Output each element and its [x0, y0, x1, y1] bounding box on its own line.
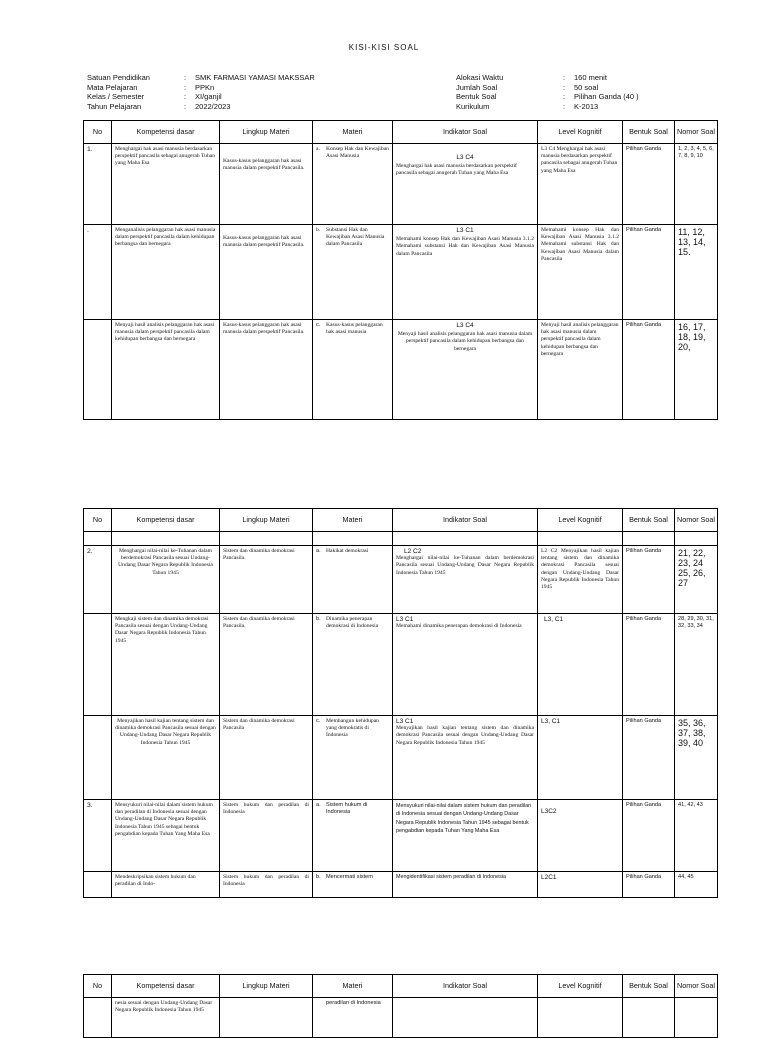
cell-no: 2. — [84, 546, 112, 614]
header-kompetensi: Kompetensi dasar — [112, 121, 220, 144]
meta-value: 2022/2023 — [195, 101, 231, 111]
table-row: Menyajikan hasil kajian tentang sistem dan dinamika demokrasi Pancasila sesuai dengan Undang-Undang Dasar Negara Republik Indonesia Tahun 1945 Sistem dan dinamika demokrasi Pancasila c. Membangun kehidupan yang demokratis di Indonesia L3 C1 Menyajikan hasil kajian tentang sistem dan dinamika demokrasi Pancasila sesuai dengan Undang-Undang Dasar Negara Republik Indonesia Tahun 1945 L3, C1 Pilihan Ganda 35, 36, 37, 38, 39, 40 — [84, 716, 718, 800]
table-row: Menyaji hasil analisis pelanggaran hak asasi manusia dalam perspektif pancasila dalam kehidupan berbangsa dan bernegara Kasus-kasus pelanggaran hak asasi manusia dalam perspektif Pancasila. c. Kasus-kasus pelanggaran hak asasi manusia L3 C4 Menyaji hasil analisis pelanggaran hak asasi manusia dalam perspektif pancasila dalam kehidupan berbangsa dan bernegara Menyaji hasil analisis pelanggaran hak asasi manusia dalam perspektif pancasila dalam kehidupan berbangsa dan bernegara Pilihan Ganda 16, 17, 18, 19, 20, — [84, 320, 718, 420]
table-row: Mengkaji sistem dan dinamika demokrasi Pancasila sesuai dengan Undang-Undang Dasar Negara Republik Indonesia Tahun 1945 Sistem dan dinamika demokrasi Pancasila. b. Dinamika penerapan demokrasi di Indonesia L3 C1 Memahami dinamika penerapan demokrasi di Indonesia L3, C1 Pilihan Ganda 28, 29, 30, 31, 32, 33, 34 — [84, 614, 718, 716]
kisi-table-2 — [83, 508, 718, 898]
cell-ind-level: L3 C4 — [456, 322, 474, 329]
cell-kd: Mendeskripsikan sistem hukum dan peradilan di Indo- — [112, 872, 220, 898]
cell-level: L2C1 — [538, 872, 623, 898]
cell-nomor: 41, 42, 43 — [675, 800, 718, 872]
header-bentuk: Bentuk Soal — [623, 509, 675, 532]
cell-no — [84, 614, 112, 716]
cell-indikator: Menghargai hak asasi manusia berdasarkan perspektif pancasila sebagai anugerah Tuhan yang Maha Esa — [396, 163, 517, 177]
cell-materi: Mencermati sistem — [326, 874, 373, 880]
meta-value: XI/ganjil — [195, 92, 222, 101]
kisi-table-3 — [83, 974, 718, 1038]
cell-bentuk: Pilihan Ganda — [623, 320, 675, 420]
cell-kd: Menganalisis pelanggaran hak asasi manusia dalam perspektif pancasila dalam kehidupan berbangsa dan bernegara — [112, 225, 220, 320]
meta-value: Pilihan Ganda (40 ) — [574, 92, 639, 101]
header-indikator: Indikator Soal — [393, 509, 538, 532]
cell-kd: Menghargai nilai-nilai ke-Tuhanan dalam berdemokrasi Pancasila sesuai Undang-Undang Dasar Negara Republik Indonesia Tahun 1945 — [112, 546, 220, 614]
cell-indikator: Memahami dinamika penerapan demokrasi di Indonesia — [396, 623, 522, 630]
meta-value: SMK FARMASI YAMASI MAKSSAR — [195, 73, 315, 82]
meta-label: Alokasi Waktu — [456, 73, 504, 82]
cell-lingkup: Sistem dan dinamika demokrasi Pancasila — [220, 716, 313, 800]
table-header-row — [84, 121, 718, 144]
cell-indikator: Menghargai nilai-nilai ke-Tuhanan dalam berdemokrasi Pancasila sesuai Undang-Undang Dasar Negara Republik Indonesia Tahun 1945 — [396, 555, 534, 576]
meta-label: Jumlah Soal — [456, 82, 498, 92]
table-row: 2. Menghargai nilai-nilai ke-Tuhanan dalam berdemokrasi Pancasila sesuai Undang-Undang Dasar Negara Republik Indonesia Tahun 1945 Sistem dan dinamika demokrasi Pancasila. a. Hakikat demokrasi L2 C2 Menghargai nilai-nilai ke-Tuhanan dalam berdemokrasi Pancasila sesuai Undang-Undang Dasar Negara Republik Indonesia Tahun 1945 L2 C2 Menyajikan hasil kajian tentang sistem dan dinamika demokrasi Pancasila sesuai dengan Undang-Undang Dasar Negara Republik Indonesia Tahun 1945 Pilihan Ganda 21, 22, 23, 24 25, 26, 27 — [84, 546, 718, 614]
header-lingkup: Lingkup Materi — [220, 121, 313, 144]
header-materi: Materi — [313, 509, 393, 532]
cell-indikator: Menyaji hasil analisis pelanggaran hak asasi manusia dalam perspektif pancasila dalam kehidupan berbangsa dan bernegara — [397, 331, 533, 352]
table-row: . Menganalisis pelanggaran hak asasi manusia dalam perspektif pancasila dalam kehidupan berbangsa dan bernegara Kasus-kasus pelanggaran hak asasi manusia dalam perspektif Pancasila. b. Substansi Hak dan Kewajiban Asasi Manusia dalam Pancasila L3 C1 Memahami konsep Hak dan Kewajiban Asasi Manusia 3.1.2 Memahami substansi Hak dan Kewajiban Asasi Manusia dalam Pancasila Memahami konsep Hak dan Kewajiban Asasi Manusia 3.1.2 Memahami substansi Hak dan Kewajiban Asasi Manusia dalam Pancasila Pilihan Ganda 11, 12, 13, 14, 15. — [84, 225, 718, 320]
cell-ind-level: L3 C1 — [456, 227, 474, 234]
table-row — [84, 998, 718, 1038]
cell-kd: Mengkaji sistem dan dinamika demokrasi Pancasila sesuai dengan Undang-Undang Dasar Negara Republik Indonesia Tahun 1945 — [112, 614, 220, 716]
cell-lingkup: Kasus-kasus pelanggaran hak asasi manusia dalam perspektif Pancasila. — [220, 144, 313, 225]
cell-no — [84, 716, 112, 800]
cell-materi: Kasus-kasus pelanggaran hak asasi manusia — [326, 322, 383, 336]
kisi-table-1 — [83, 120, 718, 420]
table-header-row — [84, 975, 718, 998]
cell-bentuk: Pilihan Ganda — [623, 614, 675, 716]
header-no: No — [84, 509, 112, 532]
cell-indikator: Menyajikan hasil kajian tentang sistem dan dinamika demokrasi Pancasila sesuai dengan Undang-Undang Dasar Negara Republik Indonesia Tahun 1945 — [396, 725, 534, 746]
header-level: Level Kognitif — [538, 509, 623, 532]
cell-ind-level: L3 C1 — [396, 718, 414, 725]
cell-kd: Mensyukuri nilai-nilai dalam sistem hukum dan peradilan di Indonesia sesuai dengan Undang-Undang Dasar Negara Republik Indonesia Tahun 1945 sebagai bentuk pengabdian kepada Tuhan Yang Maha Esa — [112, 800, 220, 872]
cell-materi: peradilan di Indonesia — [313, 998, 393, 1038]
cell-materi: Sistem hukum di Indonesia — [326, 802, 368, 816]
meta-label: Mata Pelajaran — [87, 82, 138, 92]
header-indikator: Indikator Soal — [393, 975, 538, 998]
meta-label: Bentuk Soal — [456, 92, 497, 101]
cell-lingkup: Sistem dan dinamika demokrasi Pancasila. — [220, 546, 313, 614]
cell-level: Menyaji hasil analisis pelanggaran hak asasi manusia dalam perspektif pancasila dalam kehidupan berbangsa dan bernegara — [538, 320, 623, 420]
header-materi: Materi — [313, 121, 393, 144]
meta-label: Kurikulum — [456, 101, 490, 111]
header-no: No — [84, 975, 112, 998]
cell-bentuk: Pilihan Ganda — [623, 872, 675, 898]
cell-lingkup: Kasus-kasus pelanggaran hak asasi manusia dalam perspektif Pancasila. — [220, 320, 313, 420]
header-bentuk: Bentuk Soal — [623, 975, 675, 998]
cell-bentuk: Pilihan Ganda — [623, 716, 675, 800]
cell-no — [84, 872, 112, 898]
cell-lingkup: Sistem hukum dan peradilan di Indonesia — [220, 872, 313, 898]
cell-no — [84, 320, 112, 420]
cell-lingkup: Kasus-kasus pelanggaran hak asasi manusia dalam perspektif Pancasila. — [220, 225, 313, 320]
meta-value: K-2013 — [574, 101, 599, 111]
cell-materi: Membangun kehidupan yang demokratis di Indonesia — [326, 718, 379, 739]
table-header-row — [84, 509, 718, 532]
cell-materi: Hakikat demokrasi — [326, 548, 369, 554]
meta-value: 160 menit — [574, 73, 607, 82]
header-lingkup: Lingkup Materi — [220, 509, 313, 532]
header-no: No — [84, 121, 112, 144]
meta-left: Satuan Pendidikan : SMK FARMASI YAMASI MAKSSAR Mata Pelajaran : PPKn Kelas / Semester : XI/ganjil Tahun Pelajaran : 2022/2023 — [87, 73, 315, 111]
header-kompetensi: Kompetensi dasar — [112, 509, 220, 532]
cell-kd: Menyaji hasil analisis pelanggaran hak asasi manusia dalam perspektif pancasila dalam kehidupan berbangsa dan bernegara — [112, 320, 220, 420]
cell-bentuk: Pilihan Ganda — [623, 144, 675, 225]
cell-level: Memahami konsep Hak dan Kewajiban Asasi Manusia 3.1.2 Memahami substansi Hak dan Kewajiban Asasi Manusia dalam Pancasila — [538, 225, 623, 320]
cell-level: L3, C1 — [538, 716, 623, 800]
header-kompetensi: Kompetensi dasar — [112, 975, 220, 998]
cell-bentuk: Pilihan Ganda — [623, 546, 675, 614]
cell-lingkup: Sistem dan dinamika demokrasi Pancasila. — [220, 614, 313, 716]
cell-ind-level: L2 C2 — [404, 548, 422, 555]
meta-label: Satuan Pendidikan — [87, 73, 150, 82]
cell-kd: Menyajikan hasil kajian tentang sistem dan dinamika demokrasi Pancasila sesuai dengan Undang-Undang Dasar Negara Republik Indonesia Tahun 1945 — [112, 716, 220, 800]
header-level: Level Kognitif — [538, 121, 623, 144]
header-nomor: Nomor Soal — [675, 509, 718, 532]
table-spacer-row — [84, 532, 718, 546]
meta-right: Alokasi Waktu : 160 menit Jumlah Soal : 50 soal Bentuk Soal : Pilihan Ganda (40 ) Kurikulum : K-2013 — [456, 73, 639, 111]
cell-level: L3 C4 Menghargai hak asasi manusia berdasarkan perspektif pancasila sebagai anugerah Tuhan yang Maha Esa — [538, 144, 623, 225]
meta-value: 50 soal — [574, 82, 599, 92]
meta-label: Kelas / Semester — [87, 92, 145, 101]
cell-level: L2 C2 Menyajikan hasil kajian tentang sistem dan dinamika demokrasi Pancasila sesuai dengan Undang-Undang Dasar Negara Republik Indonesia Tahun 1945 — [538, 546, 623, 614]
cell-bentuk: Pilihan Ganda — [623, 225, 675, 320]
meta-value: PPKn — [195, 82, 215, 92]
cell-no: 1. — [84, 144, 112, 225]
cell-nomor: 21, 22, 23, 24 25, 26, 27 — [675, 546, 718, 614]
meta-label: Tahun Pelajaran — [87, 101, 142, 111]
table-row: 1. Menghargai hak asasi manusia berdasarkan perspektif pancasila sebagai anugerah Tuhan yang Maha Esa Kasus-kasus pelanggaran hak asasi manusia dalam perspektif Pancasila. a. Konsep Hak dan Kewajiban Asasi Manusia L3 C4 Menghargai hak asasi manusia berdasarkan perspektif pancasila sebagai anugerah Tuhan yang Maha Esa L3 C4 Menghargai hak asasi manusia berdasarkan perspektif pancasila sebagai anugerah Tuhan yang Maha Esa Pilihan Ganda 1, 2, 3, 4, 5, 6, 7, 8, 9, 10 — [84, 144, 718, 225]
cell-level: L3, C1 — [538, 614, 623, 716]
header-level: Level Kognitif — [538, 975, 623, 998]
table-row: Mendeskripsikan sistem hukum dan peradilan di Indo- Sistem hukum dan peradilan di Indonesia b. Mencermati sistem Mengidentifikasi sistem peradilan di Indonesia L2C1 Pilihan Ganda 44, 45 — [84, 872, 718, 898]
cell-bentuk: Pilihan Ganda — [623, 800, 675, 872]
header-lingkup: Lingkup Materi — [220, 975, 313, 998]
cell-kd: nesia sesuai dengan Undang-Undang Dasar Negara Republik Indonesia Tahun 1945 — [112, 998, 220, 1038]
cell-indikator: Mengidentifikasi sistem peradilan di Indonesia — [393, 872, 538, 898]
cell-materi: Dinamika penerapan demokrasi di Indonesia — [326, 616, 379, 630]
cell-kd: Menghargai hak asasi manusia berdasarkan perspektif pancasila sebagai anugerah Tuhan yang Maha Esa — [112, 144, 220, 225]
cell-lingkup: Sistem hukum dan peradilan di Indonesia — [220, 800, 313, 872]
cell-materi: Substansi Hak dan Kewajiban Asasi Manusia dalam Pancasila — [326, 227, 385, 248]
document-title: KISI-KISI SOAL — [348, 43, 420, 52]
cell-nomor: 35, 36, 37, 38, 39, 40 — [675, 716, 718, 800]
cell-ind-level: L3 C4 — [456, 154, 474, 161]
header-bentuk: Bentuk Soal — [623, 121, 675, 144]
cell-nomor: 16, 17, 18, 19, 20, — [675, 320, 718, 420]
header-nomor: Nomor Soal — [675, 121, 718, 144]
cell-ind-level: L3 C1 — [396, 616, 414, 623]
header-materi: Materi — [313, 975, 393, 998]
cell-nomor: 1, 2, 3, 4, 5, 6, 7, 8, 9, 10 — [675, 144, 718, 225]
cell-nomor: 28, 29, 30, 31, 32, 33, 34 — [675, 614, 718, 716]
cell-indikator: Mensyukuri nilai-nilai dalam sistem hukum dan peradilan di Indonesia sesuai dengan Undang-Undang Dasar Negara Republik Indonesia Tahun 1945 sebagai bentuk pengabdian kepada Tuhan Yang Maha Esa — [393, 800, 538, 872]
cell-no: 3. — [84, 800, 112, 872]
header-nomor: Nomor Soal — [675, 975, 718, 998]
cell-level: L3C2 — [538, 800, 623, 872]
table-row: 3. Mensyukuri nilai-nilai dalam sistem hukum dan peradilan di Indonesia sesuai dengan Undang-Undang Dasar Negara Republik Indonesia Tahun 1945 sebagai bentuk pengabdian kepada Tuhan Yang Maha Esa Sistem hukum dan peradilan di Indonesia a. Sistem hukum di Indonesia Mensyukuri nilai-nilai dalam sistem hukum dan peradilan di Indonesia sesuai dengan Undang-Undang Dasar Negara Republik Indonesia Tahun 1945 sebagai bentuk pengabdian kepada Tuhan Yang Maha Esa L3C2 Pilihan Ganda 41, 42, 43 — [84, 800, 718, 872]
header-indikator: Indikator Soal — [393, 121, 538, 144]
cell-nomor: 44, 45 — [675, 872, 718, 898]
cell-no: . — [84, 225, 112, 320]
cell-indikator: Memahami konsep Hak dan Kewajiban Asasi Manusia 3.1.2 Memahami substansi Hak dan Kewajiban Asasi Manusia dalam Pancasila — [396, 236, 534, 257]
cell-nomor: 11, 12, 13, 14, 15. — [675, 225, 718, 320]
cell-materi: Konsep Hak dan Kewajiban Asasi Manusia — [326, 146, 389, 160]
